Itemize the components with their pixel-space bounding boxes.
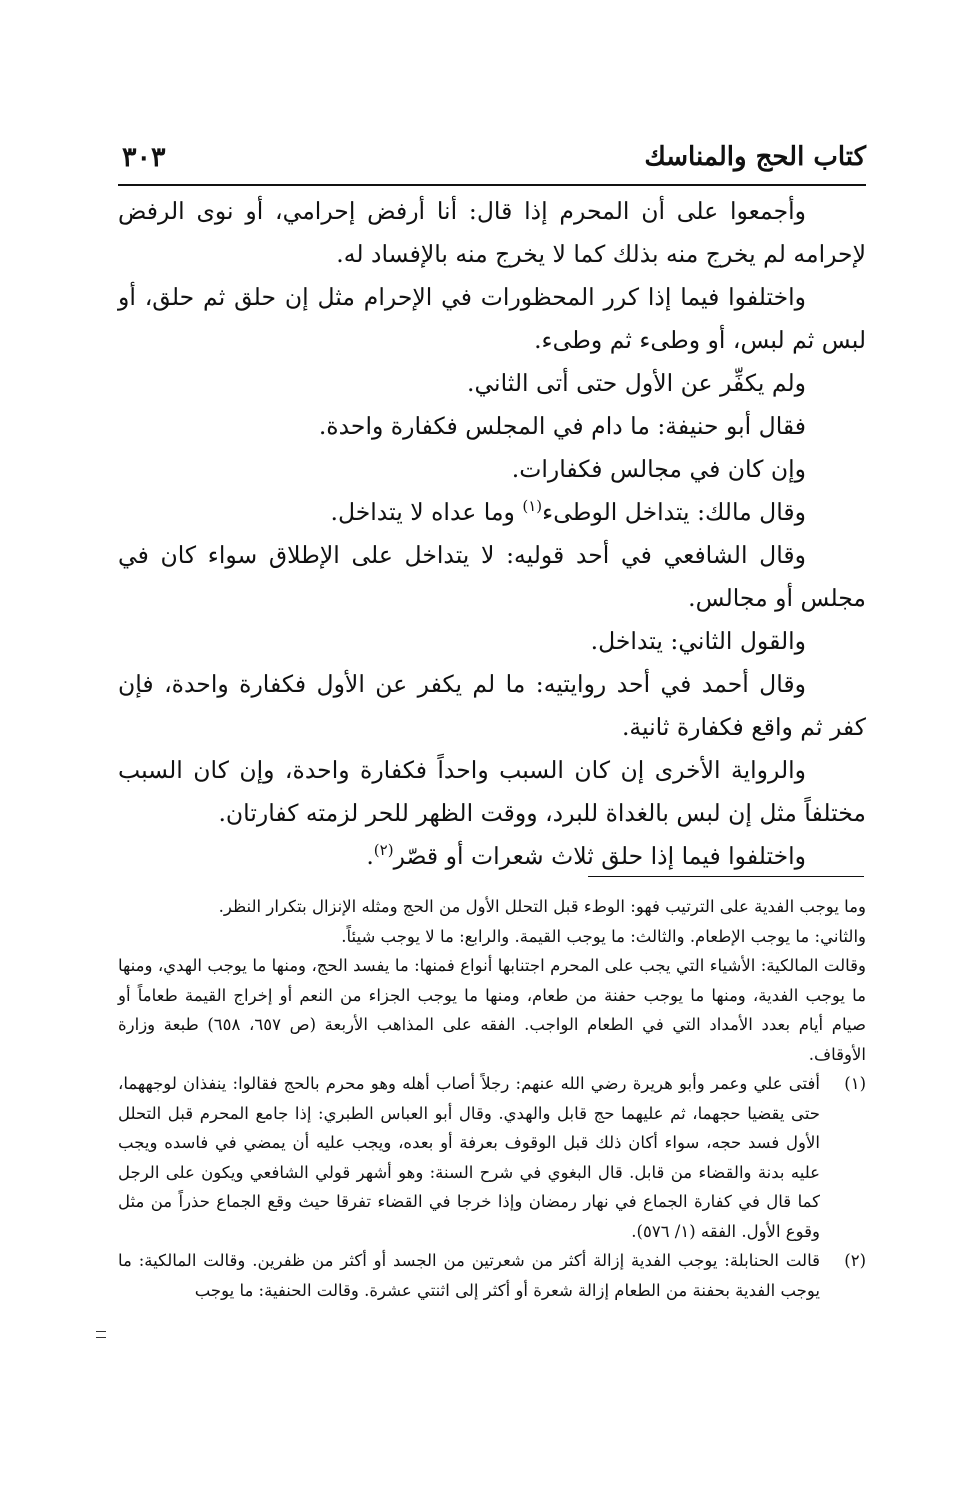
footnote-separator (588, 876, 864, 877)
main-text (118, 190, 866, 878)
footnote-text: قالت الحنابلة: يوجب الفدية إزالة أكثر من شعرتين من الجسد أو أكثر من ظفرين. وقالت المالكية: ما يوجب الفدية بحفنة من الطعام إزالة شعرة أو أكثر إلى اثنتي عشرة. وقالت الحنفية: ما يوجب (118, 1251, 820, 1300)
paragraph: واختلفوا فيما إذا كرر المحظورات في الإحرام مثل إن حلق ثم حلق، أو لبس ثم لبس، أو وطىء ثم وطىء. (118, 283, 866, 354)
footnote-1 (118, 1069, 866, 1246)
footnote-continuation-line: وقالت المالكية: الأشياء التي يجب على المحرم اجتنابها أنواع فمنها: ما يفسد الحج، ومنها ما يوجب الهدي، ومنها ما يوجب الفدية، ومنها ما يوجب حفنة من طعام، ومنها ما يوجب الجزاء من النعم أو إخراج القيمة طعاماً أو صيام أيام بعدد الأمداد التي في الطعام الواجب. الفقه على المذاهب الأربعة (ص ٦٥٧، ٦٥٨) طبعة وزارة الأوقاف. (118, 956, 867, 1064)
paragraph-text: . (366, 842, 374, 870)
footnote-2 (118, 1246, 866, 1305)
footnote-continuation-line: والثاني: ما يوجب الإطعام. والثالث: ما يوجب القيمة. والرابع: ما لا يوجب شيئاً. (341, 926, 866, 946)
paragraph: ولم يكفِّر عن الأول حتى أتى الثاني. (466, 369, 806, 397)
paragraph: والرواية الأخرى إن كان السبب واحداً فكفارة واحدة، وإن كان السبب مختلفاً مثل إن لبس بالغداة للبرد، ووقت الظهر للحر لزمته كفارتان. (118, 756, 866, 827)
paragraph: والقول الثاني: يتداخل. (590, 627, 806, 655)
paragraph-text: وما عداه لا يتداخل. (330, 498, 523, 526)
paragraph (118, 491, 866, 534)
footnote-continuation-line: وما يوجب الفدية على الترتيب فهو: الوطء قبل التحلل الأول من الحج ومثله الإنزال بتكرار النظر. (218, 897, 866, 916)
footnote-reference[interactable]: (١) (522, 497, 543, 516)
footnote-marker: (٢) (844, 1251, 866, 1270)
page-number: ٣٠٣ (122, 142, 166, 173)
running-title: كتاب الحج والمناسك (644, 142, 866, 172)
continuation-mark (96, 1331, 106, 1338)
paragraph: فقال أبو حنيفة: ما دام في المجلس فكفارة واحدة. (318, 412, 806, 440)
paragraph: وإن كان في مجالس فكفارات. (511, 455, 806, 483)
paragraph-text: واختلفوا فيما إذا حلق ثلاث شعرات أو قصّر (393, 842, 806, 870)
paragraph: وأجمعوا على أن المحرم إذا قال: أنا أرفض إحرامي، أو نوى الرفض لإحرامه لم يخرج منه بذلك كما لا يخرج منه بالإفساد له. (118, 197, 866, 268)
paragraph-text: وقال مالك: يتداخل الوطىء (542, 498, 806, 526)
footnote-marker: (١) (844, 1074, 866, 1093)
footnote-text: أفتى علي وعمر وأبو هريرة رضي الله عنهم: رجلاً أصاب أهله وهو محرم بالحج فقالوا: ينفذان لوجههما، حتى يقضيا حجهما، ثم عليهما حج قابل والهدي. وقال أبو العباس الطبري: إذا جامع المحرم قبل التحلل الأول فسد حجه، سواء أكان ذلك قبل الوقوف بعرفة أو بعده، ويجب عليه أن يمضي في فاسده ويجب عليه بدنة والقضاء من قابل. قال البغوي في شرح السنة: وهو أشهر قولي الشافعي ويكون على الرجل كما قال في كفارة الجماع في نهار رمضان وإذا خرجا في القضاء تفرقا حيث وقع الجماع حذراً من مثل وقوع الأول. الفقه (١/ ٥٧٦). (118, 1074, 820, 1241)
paragraph: وقال أحمد في أحد روايتيه: ما لم يكفر عن الأول فكفارة واحدة، فإن كفر ثم واقع فكفارة ثانية. (118, 670, 866, 741)
footnotes (118, 892, 866, 1305)
paragraph: وقال الشافعي في أحد قوليه: لا يتداخل على الإطلاق سواء كان في مجلس أو مجالس. (118, 541, 866, 612)
paragraph (118, 835, 866, 878)
footnote-reference[interactable]: (٢) (373, 841, 394, 860)
page-header (118, 138, 866, 186)
